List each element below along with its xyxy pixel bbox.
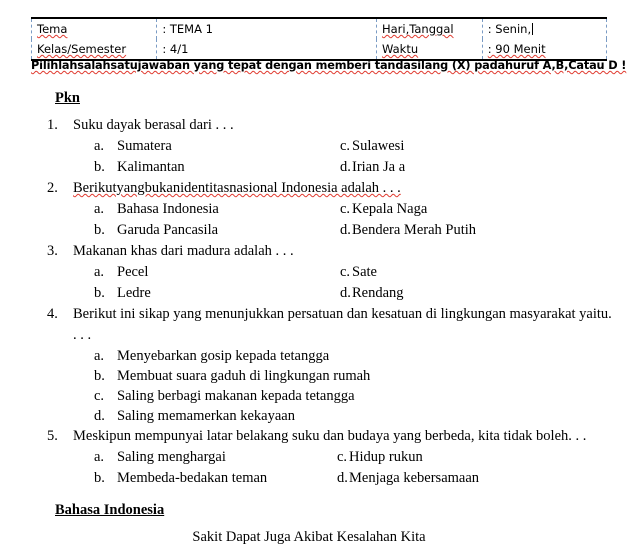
document-body — [31, 88, 611, 548]
question-3-number: 3. — [47, 243, 58, 259]
option-3b-letter: b. — [94, 285, 105, 301]
option-row — [73, 468, 611, 489]
question-3-text: Makanan khas dari madura adalah . . . — [73, 243, 294, 259]
question-1-options — [73, 136, 611, 178]
option-1c-text: Sulawesi — [352, 138, 405, 154]
option-3c-letter: c. — [340, 264, 351, 280]
question-4-text: Berikut ini sikap yang menunjukkan persatuan dan kesatuan di lingkungan masyarakat yaitu. — [73, 306, 612, 322]
option-5a-letter: a. — [94, 449, 105, 465]
option-5c-letter: c. — [337, 449, 348, 465]
instruction-line — [31, 59, 627, 72]
question-3-options — [73, 262, 611, 304]
option-2a[interactable] — [94, 199, 219, 220]
option-1a-letter: a. — [94, 138, 105, 154]
cell-waktu-label[interactable] — [376, 39, 482, 60]
cell-hari-tanggal-value[interactable] — [482, 18, 606, 39]
question-5-number: 5. — [47, 428, 58, 444]
option-2d-letter: d. — [340, 222, 351, 238]
hari-tanggal-label-text: Hari,Tanggal — [381, 22, 454, 36]
passage-title: Sakit Dapat Juga Akibat Kesalahan Kita — [192, 529, 426, 545]
option-1c-letter: c. — [340, 138, 351, 154]
question-4-options — [73, 346, 611, 426]
question-1-number: 1. — [47, 117, 58, 133]
question-5-options — [73, 447, 611, 489]
question-5 — [31, 426, 611, 489]
question-2-options — [73, 199, 611, 241]
option-row — [73, 346, 611, 366]
option-2c[interactable] — [340, 199, 427, 220]
option-2a-letter: a. — [94, 201, 105, 217]
option-row — [73, 283, 611, 304]
option-5d[interactable] — [337, 468, 479, 489]
cell-hari-tanggal-label[interactable] — [376, 18, 482, 39]
question-2-text: Berikutyangbukanidentitasnasional Indonesia adalah . . . — [73, 180, 401, 196]
option-3d-letter: d. — [340, 285, 351, 301]
instruction-text: Pilihlahsalahsatujawaban yang tepat dengan memberi tandasilang (X) padahuruf A,B,Catau D ! — [31, 59, 627, 72]
question-1 — [31, 115, 611, 178]
option-5d-letter: d. — [337, 470, 348, 486]
question-4 — [31, 304, 611, 426]
cell-tema-value[interactable] — [157, 18, 377, 39]
option-5c-text: Hidup rukun — [349, 449, 423, 465]
option-4d-text: Saling memamerkan kekayaan — [117, 408, 295, 424]
option-1b-letter: b. — [94, 159, 105, 175]
option-row — [73, 157, 611, 178]
question-1-text: Suku dayak berasal dari . . . — [73, 117, 234, 133]
option-row — [73, 406, 611, 426]
question-2 — [31, 178, 611, 241]
table-row — [32, 18, 607, 39]
option-3d-text: Rendang — [352, 285, 404, 301]
option-4c[interactable] — [94, 386, 355, 407]
option-1a[interactable] — [94, 136, 172, 157]
option-1b[interactable] — [94, 157, 185, 178]
cell-kelas-semester-value[interactable] — [157, 39, 377, 60]
option-5b-text: Membeda-bedakan teman — [117, 470, 268, 486]
option-2d-text: Bendera Merah Putih — [352, 222, 477, 238]
section-heading-pkn: Pkn — [55, 90, 80, 106]
waktu-value-text: : 90 Menit — [487, 42, 546, 56]
option-2c-letter: c. — [340, 201, 351, 217]
option-3a-letter: a. — [94, 264, 105, 280]
option-1d[interactable] — [340, 157, 405, 178]
option-row — [73, 366, 611, 386]
option-1a-text: Sumatera — [117, 138, 172, 154]
tema-value-text: : TEMA 1 — [162, 22, 213, 36]
option-5a[interactable] — [94, 447, 226, 468]
option-4d-letter: d. — [94, 408, 105, 424]
tema-label-text: Tema — [37, 22, 68, 36]
option-1d-text: Irian Ja a — [352, 159, 406, 175]
option-row — [73, 386, 611, 406]
hari-tanggal-value-text: : Senin, — [487, 22, 532, 36]
option-4a[interactable] — [94, 346, 329, 367]
option-4a-text: Menyebarkan gosip kepada tetangga — [117, 348, 330, 364]
option-5b[interactable] — [94, 468, 267, 489]
kelas-semester-label-text: Kelas/Semester — [37, 42, 127, 56]
option-3c[interactable] — [340, 262, 377, 283]
option-4b-text: Membuat suara gaduh di lingkungan rumah — [117, 368, 371, 384]
identity-table-wrapper — [31, 17, 607, 61]
question-5-text: Meskipun mempunyai latar belakang suku dan budaya yang berbeda, kita tidak boleh. . . — [73, 428, 587, 444]
option-2b[interactable] — [94, 220, 218, 241]
question-4-number: 4. — [47, 306, 58, 322]
option-4d[interactable] — [94, 406, 295, 427]
option-3c-text: Sate — [352, 264, 377, 280]
option-2b-text: Garuda Pancasila — [117, 222, 219, 238]
option-5c[interactable] — [337, 447, 423, 468]
option-4c-text: Saling berbagi makanan kepada tetangga — [117, 388, 355, 404]
text-cursor — [532, 23, 533, 35]
option-row — [73, 136, 611, 157]
option-row — [73, 447, 611, 468]
option-2a-text: Bahasa Indonesia — [117, 201, 219, 217]
option-4c-letter: c. — [94, 388, 105, 404]
option-5a-text: Saling menghargai — [117, 449, 226, 465]
option-5d-text: Menjaga kebersamaan — [349, 470, 480, 486]
option-1b-text: Kalimantan — [117, 159, 185, 175]
option-3a[interactable] — [94, 262, 148, 283]
option-2b-letter: b. — [94, 222, 105, 238]
cell-kelas-semester-label[interactable] — [32, 39, 157, 60]
option-2d[interactable] — [340, 220, 476, 241]
option-3b-text: Ledre — [117, 285, 151, 301]
option-2c-text: Kepala Naga — [352, 201, 428, 217]
table-row — [32, 39, 607, 60]
cell-tema-label[interactable] — [32, 18, 157, 39]
option-1c[interactable] — [340, 136, 404, 157]
question-3 — [31, 241, 611, 304]
question-2-number: 2. — [47, 180, 58, 196]
option-3b[interactable] — [94, 283, 151, 304]
option-row — [73, 199, 611, 220]
option-5b-letter: b. — [94, 470, 105, 486]
option-row — [73, 262, 611, 283]
section-heading-bahasa-indonesia: Bahasa Indonesia — [55, 502, 165, 518]
option-4b-letter: b. — [94, 368, 105, 384]
option-4a-letter: a. — [94, 348, 105, 364]
waktu-label-text: Waktu — [381, 42, 419, 56]
option-3d[interactable] — [340, 283, 404, 304]
question-4-continuation: . . . — [73, 327, 92, 343]
option-row — [73, 220, 611, 241]
option-1d-letter: d. — [340, 159, 351, 175]
identity-table — [31, 17, 607, 61]
option-3a-text: Pecel — [117, 264, 149, 280]
option-4b[interactable] — [94, 366, 370, 387]
kelas-semester-value-text: : 4/1 — [162, 42, 189, 56]
cell-waktu-value[interactable] — [482, 39, 606, 60]
